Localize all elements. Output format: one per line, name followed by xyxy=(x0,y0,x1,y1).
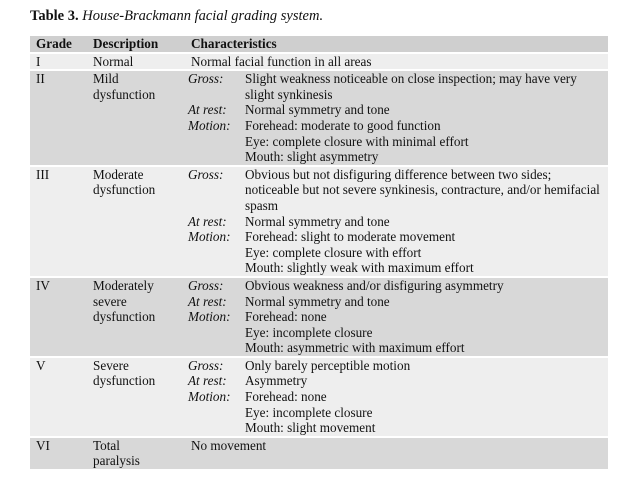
motion-forehead-text: Forehead: moderate to good function xyxy=(245,117,441,133)
description-line: Moderately xyxy=(93,277,154,293)
motion-eye-text: Eye: incomplete closure xyxy=(245,324,373,340)
motion-mouth-text: Mouth: asymmetric with maximum effort xyxy=(245,340,465,356)
motion-eye-text: Eye: incomplete closure xyxy=(245,404,373,420)
grade-cell: II xyxy=(30,71,87,165)
grade-cell: V xyxy=(30,358,87,436)
grade-cell: VI xyxy=(30,438,87,469)
motion-label: Motion: xyxy=(188,229,231,245)
characteristics-text: Normal facial function in all areas xyxy=(191,53,372,69)
motion-forehead-text: Forehead: slight to moderate movement xyxy=(245,229,456,245)
at-rest-label: At rest: xyxy=(188,293,227,309)
motion-forehead-text: Forehead: none xyxy=(245,309,327,325)
description-line: dysfunction xyxy=(93,86,156,102)
grade-cell: IV xyxy=(30,278,87,356)
motion-label: Motion: xyxy=(188,309,231,325)
motion-label: Motion: xyxy=(188,117,231,133)
gross-label: Gross: xyxy=(188,166,224,182)
motion-eye-text: Eye: complete closure with effort xyxy=(245,244,422,260)
description-cell xyxy=(87,278,185,356)
characteristics-text: No movement xyxy=(191,437,267,453)
gross-text: Slight weakness noticeable on close inspection; may have very slight synkinesis xyxy=(245,71,577,102)
description-cell xyxy=(87,54,185,70)
at-rest-label: At rest: xyxy=(188,373,227,389)
description-cell xyxy=(87,167,185,276)
at-rest-text: Asymmetry xyxy=(245,373,308,389)
characteristics-cell xyxy=(185,71,608,165)
table-body xyxy=(30,54,608,469)
characteristics-cell xyxy=(185,54,608,70)
table-row xyxy=(30,167,608,276)
description-line: dysfunction xyxy=(93,182,156,198)
caption-title: House-Brackmann facial grading system. xyxy=(82,8,324,24)
motion-mouth-text: Mouth: slight asymmetry xyxy=(245,149,379,165)
characteristics-cell xyxy=(185,358,608,436)
at-rest-text: Normal symmetry and tone xyxy=(245,213,390,229)
header-description: Description xyxy=(87,36,185,52)
description-line: paralysis xyxy=(93,453,140,469)
header-row xyxy=(30,36,608,52)
gross-text: Only barely perceptible motion xyxy=(245,357,411,373)
characteristics-grid xyxy=(188,278,608,325)
description-line: Moderate xyxy=(93,166,144,182)
grade-cell: III xyxy=(30,167,87,276)
motion-mouth-text: Mouth: slight movement xyxy=(245,420,376,436)
description-cell xyxy=(87,71,185,165)
description-line: Severe xyxy=(93,357,129,373)
description-line: severe xyxy=(93,293,127,309)
gross-label: Gross: xyxy=(188,71,224,87)
table-container xyxy=(30,8,608,471)
description-line: dysfunction xyxy=(93,309,156,325)
description-line: dysfunction xyxy=(93,373,156,389)
table-row xyxy=(30,438,608,469)
motion-label: Motion: xyxy=(188,389,231,405)
description-line: Normal xyxy=(93,53,134,69)
header-characteristics: Characteristics xyxy=(185,36,608,52)
characteristics-grid xyxy=(188,71,608,133)
motion-mouth-text: Mouth: slightly weak with maximum effort xyxy=(245,260,474,276)
at-rest-text: Normal symmetry and tone xyxy=(245,102,390,118)
description-line: Total xyxy=(93,437,120,453)
description-line: Mild xyxy=(93,71,119,87)
description-cell xyxy=(87,438,185,469)
table-row xyxy=(30,358,608,436)
characteristics-grid xyxy=(188,358,608,405)
gross-label: Gross: xyxy=(188,277,224,293)
at-rest-label: At rest: xyxy=(188,102,227,118)
table-caption xyxy=(30,8,608,25)
gross-label: Gross: xyxy=(188,357,224,373)
table-row xyxy=(30,71,608,165)
characteristics-cell xyxy=(185,278,608,356)
grade-cell: I xyxy=(30,54,87,70)
caption-label: Table 3. xyxy=(30,8,79,24)
at-rest-label: At rest: xyxy=(188,213,227,229)
header-grade: Grade xyxy=(30,36,87,52)
motion-eye-text: Eye: complete closure with minimal effort xyxy=(245,133,469,149)
gross-text: Obvious weakness and/or disfiguring asymmetry xyxy=(245,277,504,293)
characteristics-cell xyxy=(185,438,608,469)
table-row xyxy=(30,278,608,356)
characteristics-grid xyxy=(188,167,608,245)
motion-forehead-text: Forehead: none xyxy=(245,389,327,405)
grading-table xyxy=(30,34,608,471)
gross-text: Obvious but not disfiguring difference between two sides; noticeable but not severe synkinesis, contracture, and/or hemifacial spasm xyxy=(245,166,600,213)
characteristics-cell xyxy=(185,167,608,276)
at-rest-text: Normal symmetry and tone xyxy=(245,293,390,309)
description-cell xyxy=(87,358,185,436)
table-row xyxy=(30,54,608,70)
